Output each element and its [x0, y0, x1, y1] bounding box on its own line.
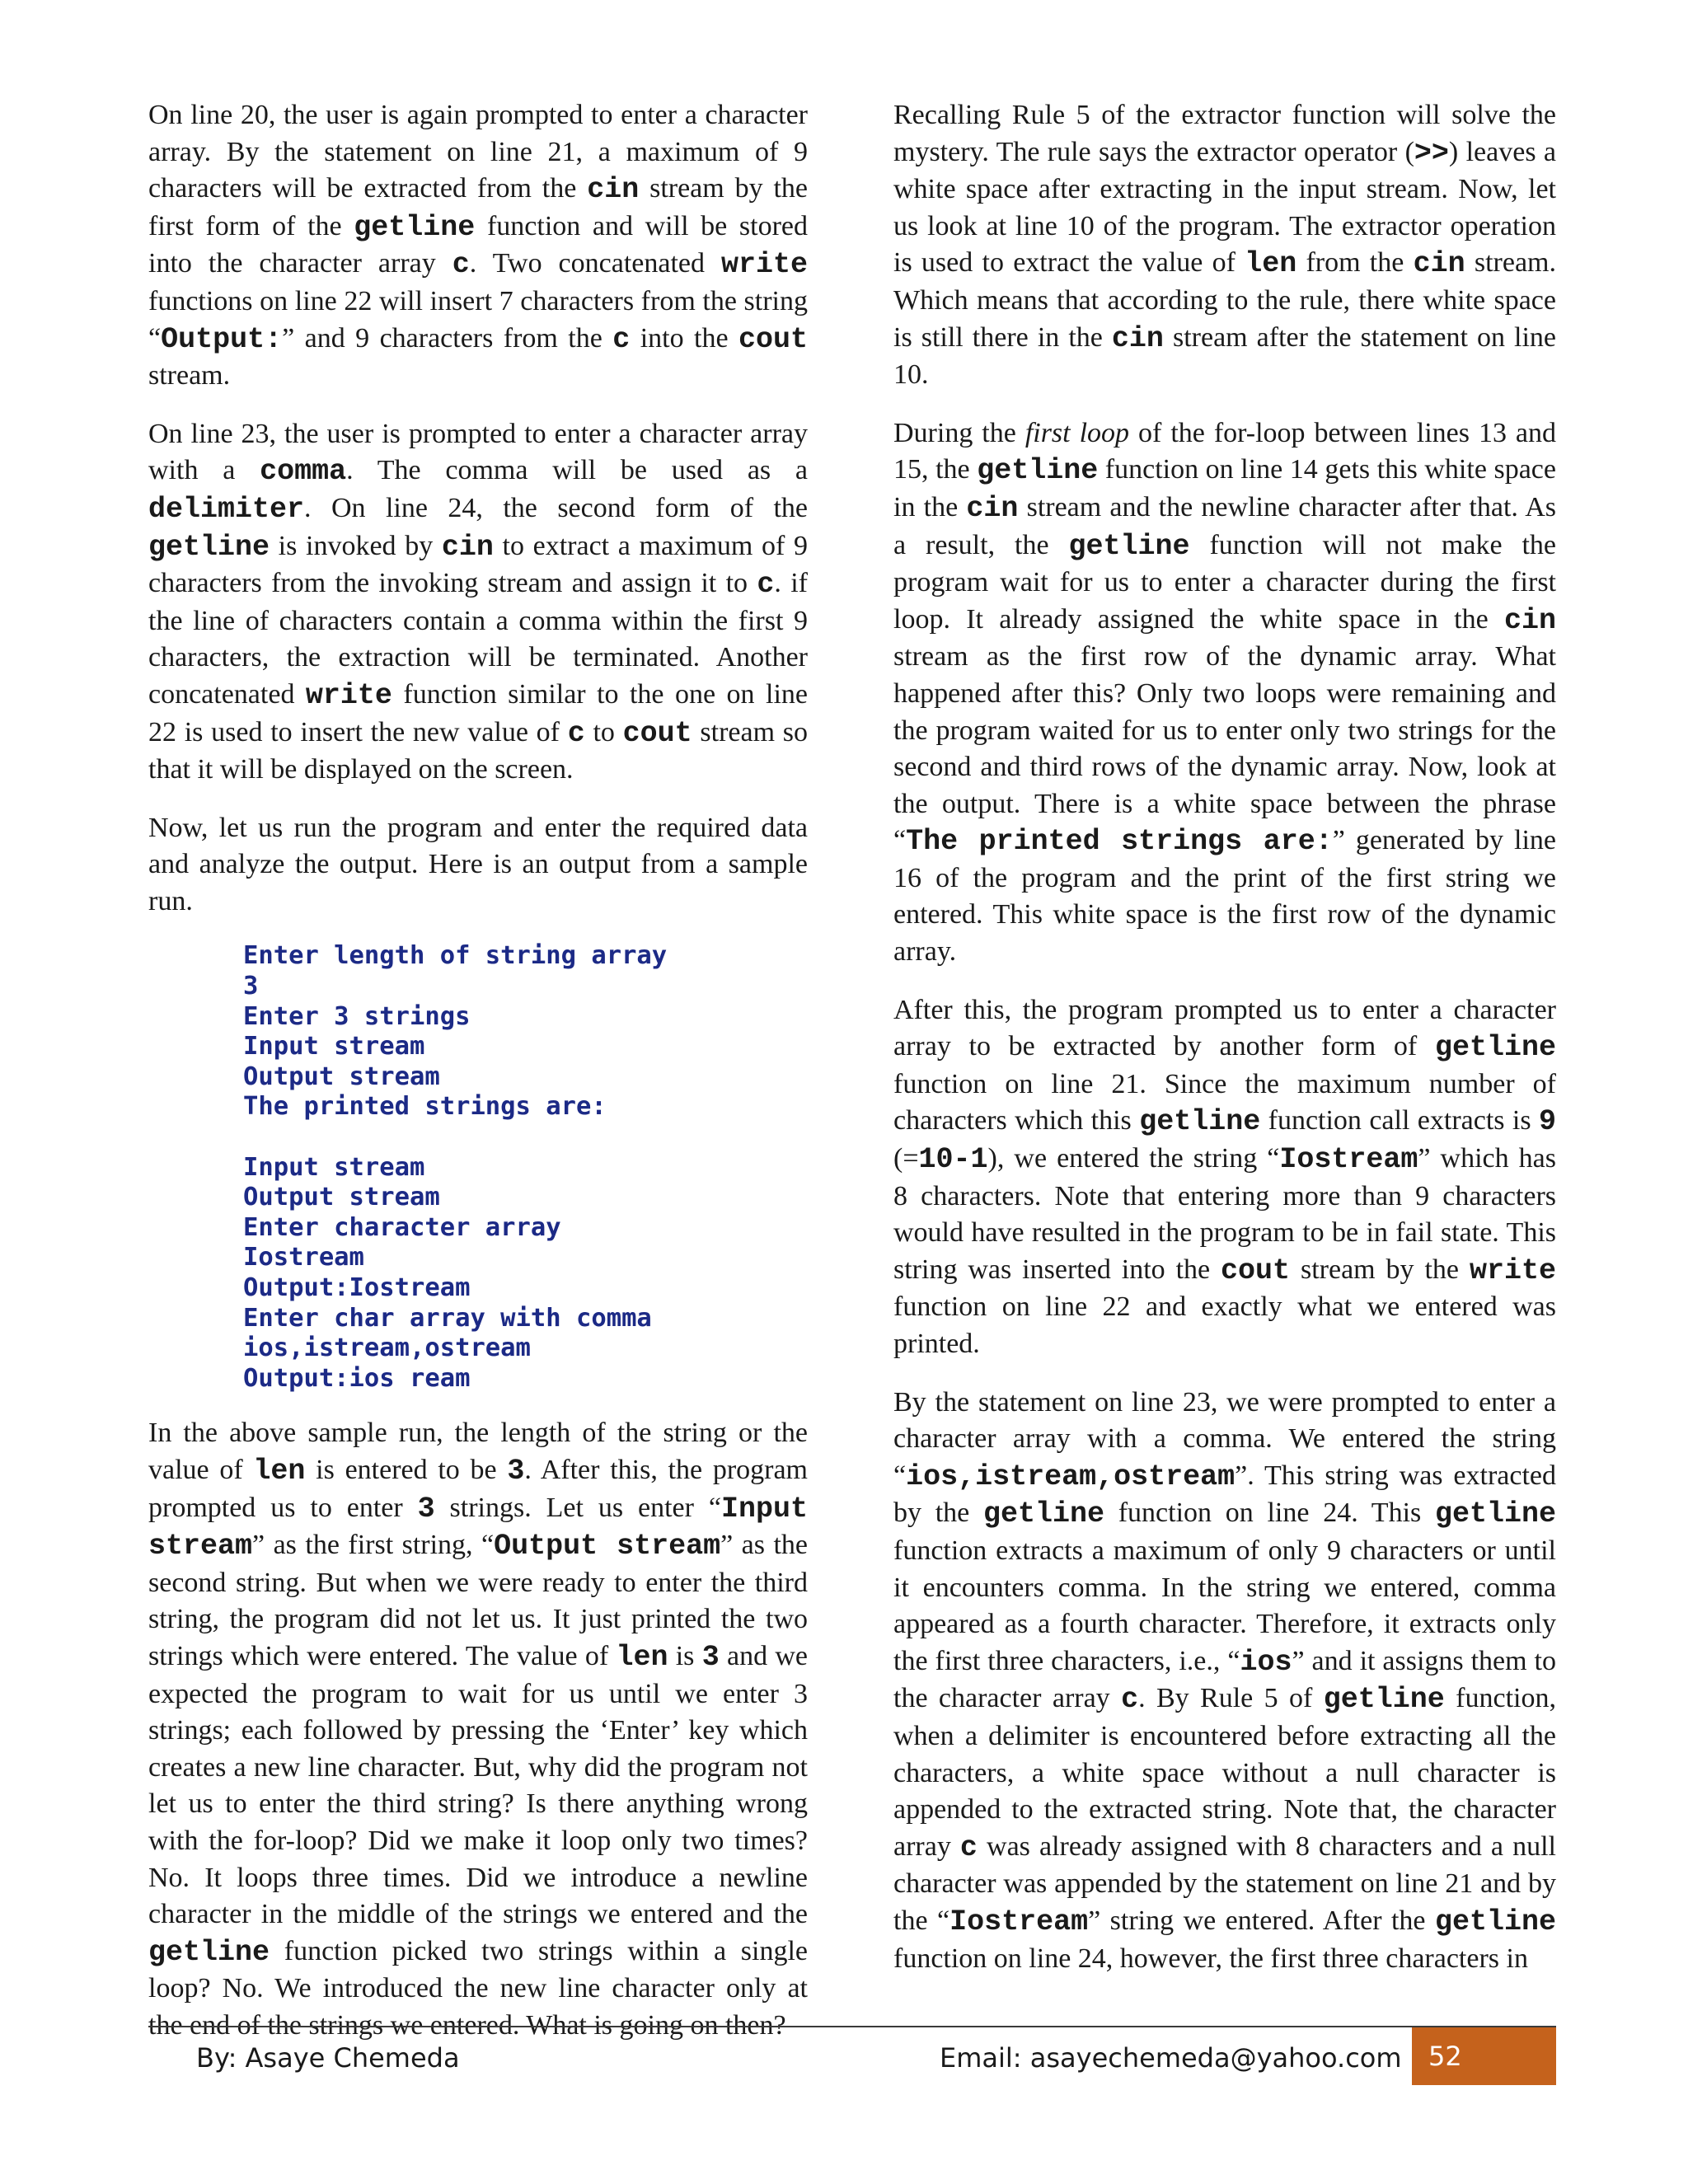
- inline-code: getline: [1139, 1105, 1261, 1139]
- console-line: 3: [243, 972, 259, 1001]
- inline-code: getline: [148, 1935, 270, 1969]
- inline-code: 10-1: [918, 1143, 988, 1177]
- inline-code: getline: [354, 210, 476, 244]
- paragraph: By the statement on line 23, we were prompted to enter a character array with a comma. We entered the string “ios,istream,ostream”. This string was extracted by the getline function on line 24. This getline function extracts a maximum of only 9 characters or until it encounters comma. In the string we entered, comma appeared as a fourth character. Therefore, it extracts only the first three characters, i.e., “ios” and it assigns them to the character array c. By Rule 5 of getline function, when a delimiter is encountered before extracting all the characters, a white space without a null character is appended to the extracted string. Note that, the character array c was already assigned with 8 characters and a null character was appended by the statement on line 21 and by the “Iostream” string we entered. After the getline function on line 24, however, the first three characters in: [893, 1386, 1557, 1974]
- inline-code: 3: [417, 1492, 435, 1526]
- inline-code: cin: [1503, 603, 1556, 637]
- paragraph: In the above sample run, the length of the string or the value of len is entered to be 3. After this, the program prompted us to enter 3 strings. Let us enter “Input stream” as the first string, “Output stream” as the second string. But when we were ready to enter the third string, the program did not let us. It just printed the two strings which were entered. The value of len is 3 and we expected the program to wait for us until we enter 3 strings; each followed by pressing the ‘Enter’ key which creates a new line character. But, why did the program not let us to enter the third string? Is there anything wrong with the for-loop? Did we make it loop only two times? No. It loops three times. Did we introduce a newline character in the middle of the strings we entered and the getline function picked two strings within a single loop? No. We introduced the new line character only at the end of the strings we entered. What is going on then?: [148, 1418, 809, 2041]
- console-output: [243, 941, 808, 1394]
- console-line: The printed strings are:: [243, 1092, 607, 1122]
- console-line: Input stream: [243, 1032, 425, 1062]
- inline-code: cin: [587, 173, 640, 207]
- console-line: Enter length of string array: [243, 941, 668, 971]
- emphasis: first loop: [1025, 417, 1130, 448]
- inline-code: c: [959, 1830, 978, 1864]
- inline-code: 3: [507, 1454, 525, 1488]
- inline-code: 3: [701, 1640, 720, 1674]
- inline-code: c: [1121, 1683, 1139, 1717]
- left-column: [148, 97, 808, 2065]
- console-line: Enter char array with comma: [243, 1303, 652, 1333]
- inline-code: len: [253, 1454, 306, 1488]
- footer-email: Email: asayechemeda@yahoo.com: [940, 2042, 1402, 2074]
- inline-code: getline: [1323, 1683, 1445, 1717]
- console-line: Iostream: [243, 1243, 364, 1272]
- page-footer: [148, 2026, 1556, 2085]
- inline-code: 9: [1538, 1105, 1556, 1139]
- console-line: [243, 1122, 808, 1153]
- inline-code: cin: [1413, 247, 1465, 281]
- console-line: Output:Iostream: [243, 1273, 471, 1302]
- inline-code: Output:: [161, 322, 283, 356]
- inline-code: getline: [1434, 1497, 1556, 1531]
- inline-code: getline: [1434, 1905, 1556, 1938]
- inline-code: cin: [441, 530, 494, 564]
- console-line: Output stream: [243, 1183, 440, 1212]
- inline-code: >>: [1414, 136, 1449, 170]
- paragraph: On line 20, the user is again prompted to enter a character array. By the statement on line 21, a maximum of 9 characters will be extracted from the cin stream by the first form of the getline function and will be stored into the character array c. Two concatenated write functions on line 22 will insert 7 characters from the string “Output:” and 9 characters from the c into the cout stream.: [148, 100, 808, 391]
- inline-code: Iostream: [1279, 1143, 1418, 1177]
- console-line: Output:ios ream: [243, 1363, 471, 1393]
- inline-code: ios: [1240, 1645, 1292, 1679]
- inline-code: getline: [1068, 529, 1190, 563]
- inline-code: Iostream: [950, 1905, 1089, 1938]
- inline-code: c: [757, 568, 775, 602]
- inline-code: getline: [982, 1497, 1105, 1531]
- inline-code: delimiter: [148, 492, 305, 526]
- inline-code: comma: [260, 455, 347, 489]
- console-line: Enter character array: [243, 1212, 561, 1242]
- inline-code: write: [305, 678, 392, 712]
- inline-code: cin: [966, 491, 1019, 525]
- inline-code: ios,istream,ostream: [906, 1460, 1236, 1493]
- inline-code: cout: [1221, 1254, 1291, 1287]
- console-line: Input stream: [243, 1152, 425, 1182]
- footer-author: By: Asaye Chemeda: [196, 2042, 460, 2074]
- page-number-badge: [1412, 2027, 1556, 2085]
- console-line: Output stream: [243, 1062, 440, 1091]
- console-line: ios,istream,ostream: [243, 1333, 531, 1363]
- inline-code: cout: [622, 716, 692, 750]
- paragraph: On line 23, the user is prompted to enter a character array with a comma. The comma will be used as a delimiter. On line 24, the second form of the getline is invoked by cin to extract a maximum of 9 characters from the invoking stream and assign it to c. if the line of characters contain a comma within the first 9 characters, the extraction will be terminated. Another concatenated write function similar to the one on line 22 is used to insert the new value of c to cout stream so that it will be displayed on the screen.: [148, 418, 808, 785]
- inline-code: c: [612, 322, 631, 356]
- right-column: [893, 97, 1556, 1999]
- inline-code: c: [567, 716, 585, 750]
- inline-code: Input stream: [148, 1492, 808, 1563]
- inline-code: c: [452, 248, 470, 282]
- paragraph: During the first loop of the for-loop between lines 13 and 15, the getline function on line 14 gets this white space in the cin stream and the newline character after that. As a result, the getline function will not make the program wait for us to enter a character during the first loop. It already assigned the white space in the cin stream as the first row of the dynamic array. What happened after this? Only two loops were remaining and the program waited for us to enter only two strings for the second and third rows of the dynamic array. Now, look at the output. There is a white space between the phrase “The printed strings are:” generated by line 16 of the program and the print of the first string we entered. This white space is the first row of the dynamic array.: [893, 417, 1557, 968]
- inline-code: getline: [1434, 1031, 1556, 1065]
- console-line: Enter 3 strings: [243, 1001, 471, 1031]
- inline-code: getline: [977, 454, 1099, 488]
- inline-code: Output stream: [494, 1530, 721, 1563]
- inline-code: The printed strings are:: [906, 825, 1333, 859]
- inline-code: cin: [1111, 321, 1164, 355]
- inline-code: getline: [148, 530, 270, 564]
- inline-code: len: [616, 1640, 668, 1674]
- paragraph: Now, let us run the program and enter the required data and analyze the output. Here is an output from a sample run.: [148, 812, 808, 916]
- inline-code: write: [720, 248, 808, 282]
- inline-code: write: [1469, 1254, 1556, 1287]
- page-number: 52: [1428, 2041, 1462, 2072]
- paragraph: Recalling Rule 5 of the extractor function will solve the mystery. The rule says the extractor operator (>>) leaves a white space after extracting in the input stream. Now, let us look at line 10 of the program. The extractor operation is used to extract the value of len from the cin stream. Which means that according to the rule, there white space is still there in the cin stream after the statement on line 10.: [893, 100, 1556, 391]
- paragraph: After this, the program prompted us to enter a character array to be extracted by another form of getline function on line 21. Since the maximum number of characters which this getline function call extracts is 9 (=10-1), we entered the string “Iostream” which has 8 characters. Note that entering more than 9 characters would have resulted in the program to be in fail state. This string was inserted into the cout stream by the write function on line 22 and exactly what we entered was printed.: [893, 994, 1556, 1359]
- inline-code: cout: [738, 322, 808, 356]
- inline-code: len: [1245, 247, 1297, 281]
